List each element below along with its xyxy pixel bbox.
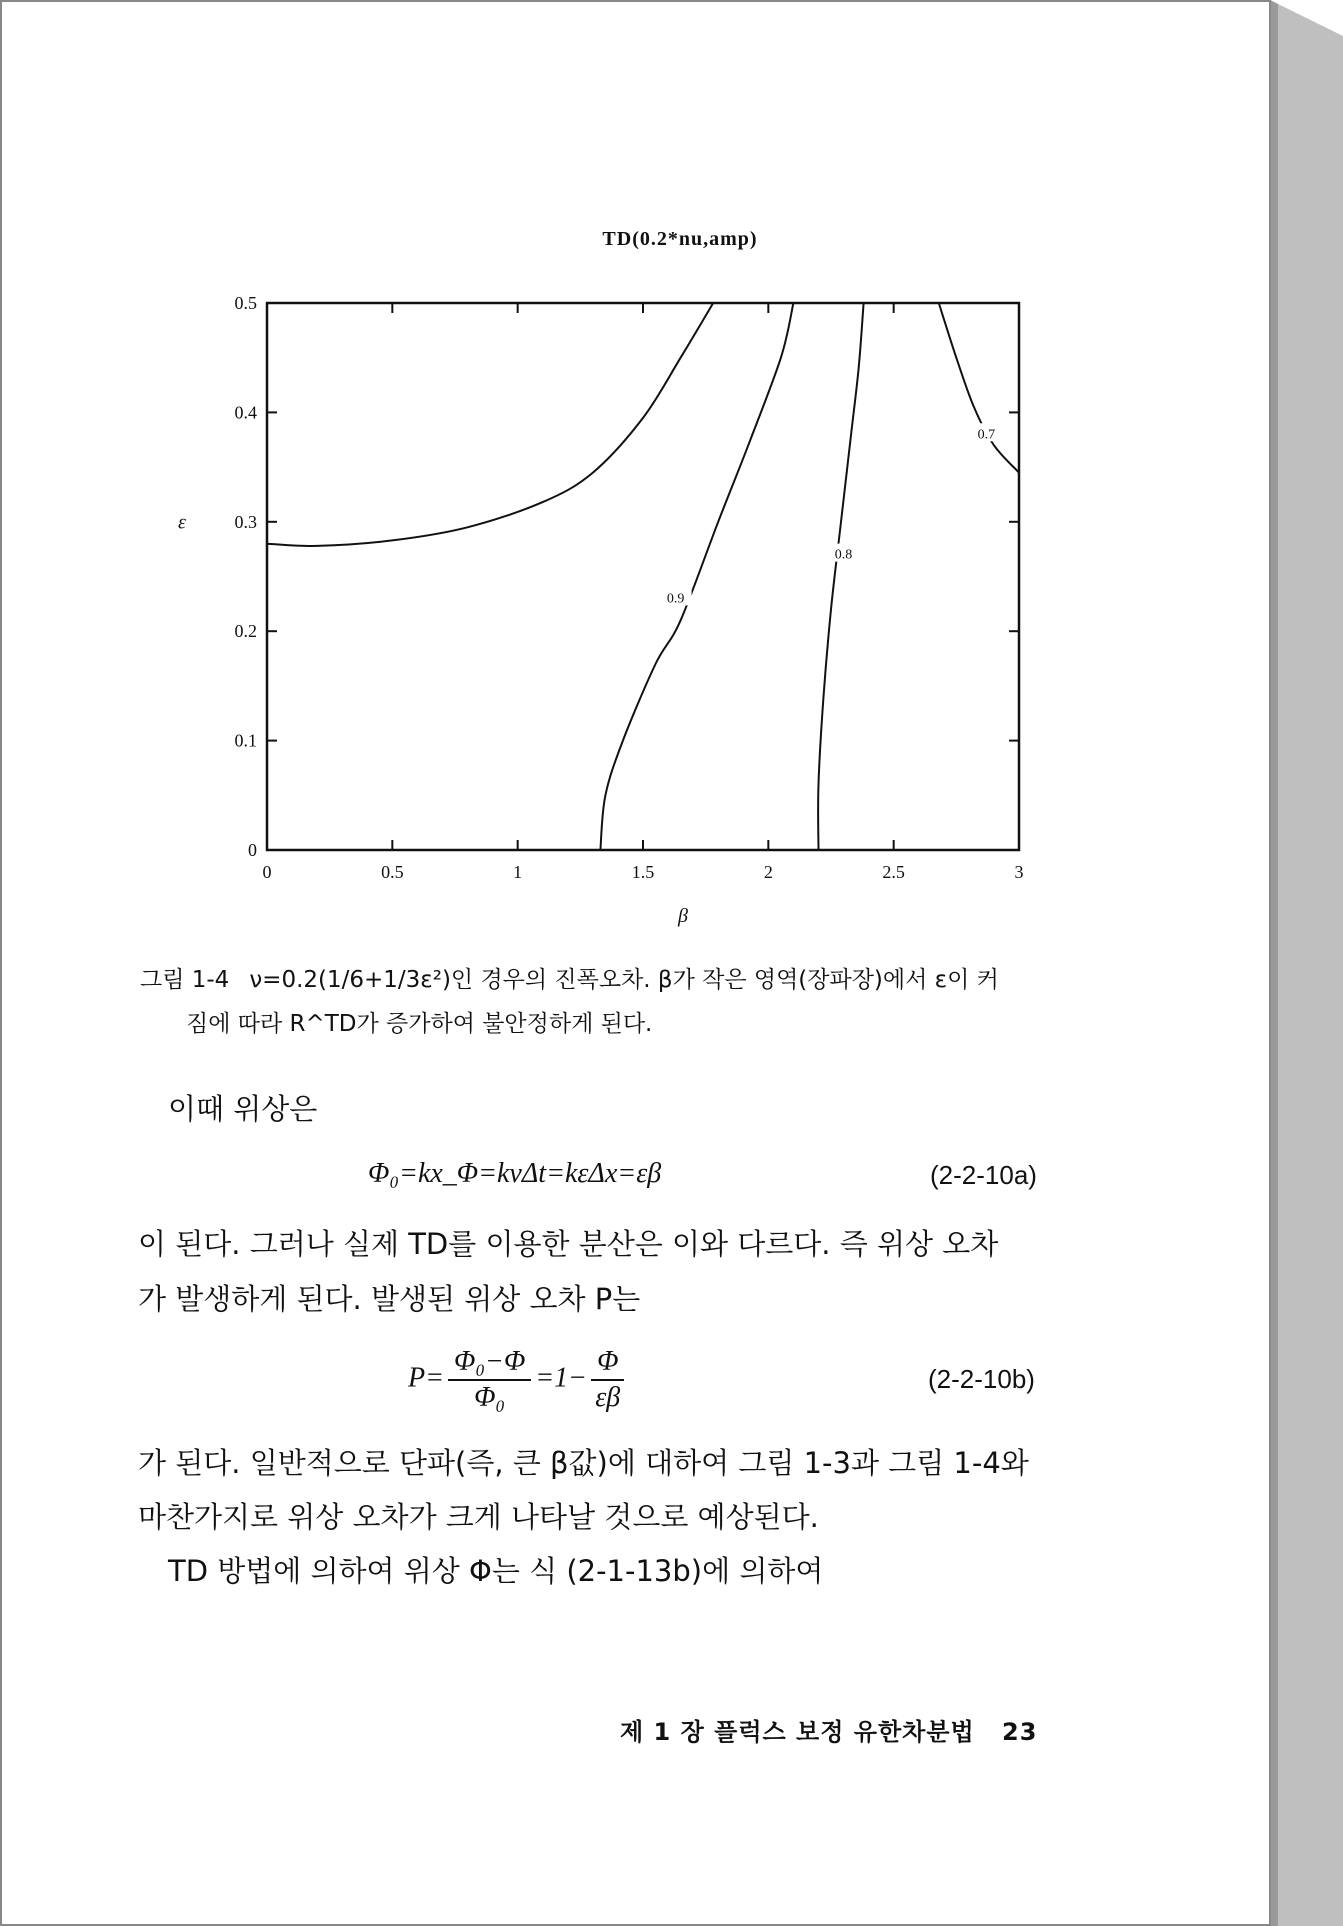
caption-text-line1: ν=0.2(1/6+1/3ε²)인 경우의 진폭오차. β가 작은 영역(장파장)에서 ε이 커 [249,967,999,993]
x-tick-label: 0.5 [381,862,404,882]
contour-line-unlabeled [267,303,713,546]
y-tick-label: 0.4 [234,402,257,423]
eq2-frac2-denominator: εβ [595,1382,621,1413]
eq2-fraction-2 [591,1345,624,1415]
paragraph-2-line1: 이 된다. 그러나 실제 TD를 이용한 분산은 이와 다르다. 즉 위상 오차 [138,1227,999,1261]
x-axis-label: β [678,905,688,927]
x-tick-label: 0 [262,862,272,882]
paragraph-3-line1: 가 된다. 일반적으로 단파(즉, 큰 β값)에 대하여 그림 1-3과 그림 1-4와 [138,1446,1029,1480]
paragraph-1: 이때 위상은 [168,1092,318,1126]
x-tick-label: 3 [1014,862,1024,882]
paragraph-4: TD 방법에 의하여 위상 Φ는 식 (2-1-13b)에 의하여 [168,1554,824,1588]
eq2-fraction-1 [448,1345,531,1415]
paragraph-2-line2: 가 발생하게 된다. 발생된 위상 오차 P는 [138,1282,641,1316]
x-tick-label: 1.5 [631,862,655,882]
equation-2-2-10a: Φ₀=kx_Φ=kvΔt=kεΔx=εβ [368,1158,662,1189]
y-axis-label: ε [178,511,186,534]
running-head: 제 1 장 플럭스 보정 유한차분법 [620,1718,975,1746]
figure-caption [140,958,1090,1046]
figure-title: TD(0.2*nu,amp) [602,228,758,250]
eq2-frac1-numerator: Φ₀−Φ [448,1345,531,1381]
x-tick-label: 1 [513,862,523,882]
paragraph-3-line2: 마찬가지로 위상 오차가 크게 나타날 것으로 예상된다. [138,1500,819,1534]
equation-number-a: (2-2-10a) [930,1160,1037,1190]
equation-number-b: (2-2-10b) [928,1364,1035,1394]
eq2-frac1-denominator: Φ₀ [474,1382,506,1413]
contour-line-0.7 [939,303,1019,473]
y-tick-label: 0 [248,840,257,860]
contour-plot [170,280,1050,940]
y-tick-label: 0.1 [234,730,257,751]
page-footer [620,1712,1037,1747]
y-tick-label: 0.2 [234,621,257,642]
page-number: 23 [1002,1718,1038,1746]
eq2-lhs: P= [408,1362,444,1394]
contour-label: 0.7 [977,427,996,443]
eq2-mid: =1− [535,1362,588,1394]
contour-label: 0.8 [834,547,853,563]
y-tick-label: 0.3 [234,511,257,532]
equation-2-2-10b [408,1345,628,1415]
contour-line-0.8 [818,303,864,850]
contour-line-0.9 [600,303,793,850]
eq2-frac2-numerator: Φ [591,1345,624,1381]
caption-text-line2: 짐에 따라 R^TD가 증가하여 불안정하게 된다. [186,1011,653,1037]
y-tick-label: 0.5 [234,293,257,313]
plot-frame [267,303,1019,850]
contour-label: 0.9 [666,591,685,607]
caption-number: 그림 1-4 [140,967,230,993]
x-tick-label: 2.5 [882,862,905,882]
x-tick-label: 2 [763,862,773,882]
